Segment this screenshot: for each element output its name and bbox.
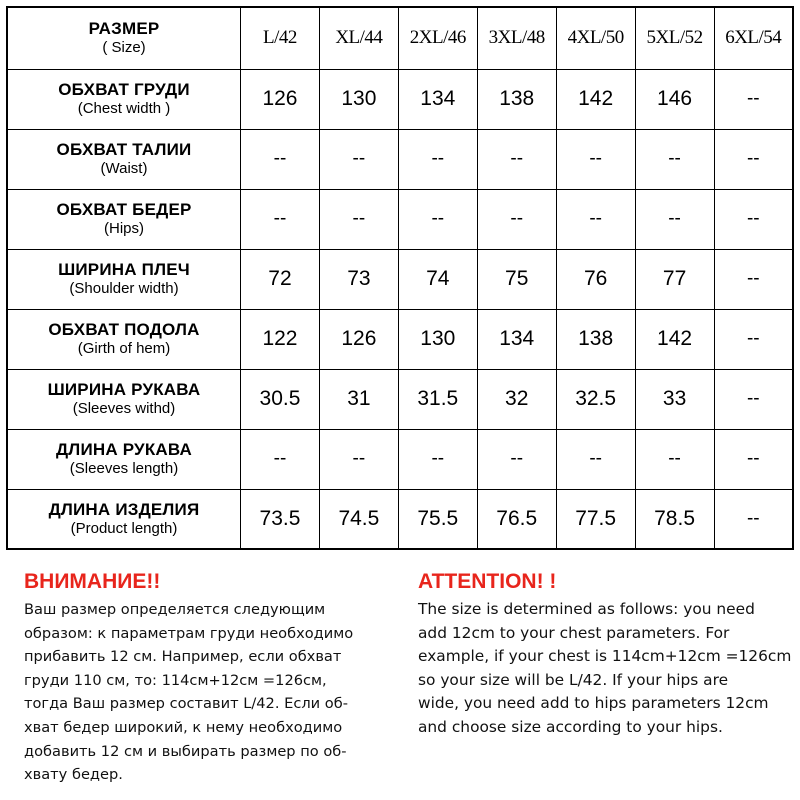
measurement-value-cell: 138 (556, 309, 635, 369)
measurement-value-cell: 146 (635, 69, 714, 129)
measurement-value-cell: -- (241, 189, 320, 249)
table-row (7, 309, 793, 369)
measurement-value-cell: -- (714, 309, 793, 369)
measurement-value-cell: 72 (241, 249, 320, 309)
table-row (7, 249, 793, 309)
measurement-label-ru: ОБХВАТ БЕДЕР (56, 200, 192, 219)
measurement-label-ru: ШИРИНА ПЛЕЧ (58, 260, 190, 279)
measurement-value-cell: -- (398, 189, 477, 249)
measurement-label-en: (Waist) (100, 160, 148, 177)
measurement-value-cell: 126 (241, 69, 320, 129)
measurement-label-en: (Chest width ) (77, 100, 171, 117)
measurement-value-cell: -- (477, 189, 556, 249)
attention-title-en: ATTENTION! ! (418, 570, 557, 593)
size-column-header: 6XL/54 (714, 7, 793, 69)
measurement-value-cell: 74 (398, 249, 477, 309)
table-row (7, 369, 793, 429)
measurement-value-cell: 76 (556, 249, 635, 309)
measurement-value-cell: 77 (635, 249, 714, 309)
measurement-label-cell (7, 429, 241, 489)
measurement-label-cell (7, 489, 241, 549)
measurement-value-cell: -- (241, 429, 320, 489)
measurement-value-cell: -- (714, 489, 793, 549)
measurement-value-cell: -- (241, 129, 320, 189)
measurement-value-cell: -- (714, 129, 793, 189)
measurement-value-cell: 130 (319, 69, 398, 129)
size-chart-table (6, 6, 794, 550)
measurement-label-en: (Girth of hem) (77, 340, 171, 357)
measurement-label-en: (Sleeves length) (69, 460, 179, 477)
size-column-header: 2XL/46 (398, 7, 477, 69)
measurement-label-ru: ДЛИНА РУКАВА (56, 440, 192, 459)
measurement-value-cell: 31 (319, 369, 398, 429)
measurement-value-cell: 130 (398, 309, 477, 369)
measurement-value-cell: 30.5 (241, 369, 320, 429)
measurement-value-cell: 73.5 (241, 489, 320, 549)
table-row (7, 429, 793, 489)
attention-title-ru: ВНИМАНИЕ!! (24, 570, 161, 593)
measurement-label-en: (Sleeves withd) (72, 400, 176, 417)
measurement-value-cell: -- (398, 429, 477, 489)
size-column-header: 5XL/52 (635, 7, 714, 69)
measurement-value-cell: -- (556, 429, 635, 489)
measurement-value-cell: -- (714, 429, 793, 489)
measurement-value-cell: -- (714, 369, 793, 429)
measurement-value-cell: -- (556, 129, 635, 189)
size-column-header: 3XL/48 (477, 7, 556, 69)
measurement-value-cell: 73 (319, 249, 398, 309)
measurement-label-cell (7, 189, 241, 249)
measurement-value-cell: 75.5 (398, 489, 477, 549)
table-row (7, 189, 793, 249)
table-row (7, 129, 793, 189)
measurement-label-cell (7, 129, 241, 189)
measurement-label-ru: ОБХВАТ ГРУДИ (58, 80, 190, 99)
attention-text-ru: Ваш размер определяется следующим образом: к параметрам груди необходимо прибавить 12 см. Например, если обхват груди 110 см, то: 114см+12см =126см, тогда Ваш размер составит L/42. Если об- хват бедер широкий, к нему необходимо добавить 12 см и выбирать размер по об- хвату бедер. (24, 601, 354, 784)
measurement-label-cell (7, 369, 241, 429)
measurement-value-cell: -- (398, 129, 477, 189)
measurement-label-cell (7, 69, 241, 129)
attention-note-en (418, 568, 798, 740)
measurement-label-ru: ШИРИНА РУКАВА (47, 380, 201, 399)
attention-note-ru (24, 568, 410, 787)
measurement-value-cell: 32.5 (556, 369, 635, 429)
measurement-value-cell: -- (319, 189, 398, 249)
size-column-header: XL/44 (319, 7, 398, 69)
table-header-row (7, 7, 793, 69)
table-row (7, 489, 793, 549)
measurement-value-cell: -- (714, 69, 793, 129)
measurement-value-cell: 74.5 (319, 489, 398, 549)
size-column-header: L/42 (241, 7, 320, 69)
measurement-value-cell: 76.5 (477, 489, 556, 549)
measurement-label-cell (7, 249, 241, 309)
measurement-label-ru: ОБХВАТ ТАЛИИ (56, 140, 192, 159)
measurement-value-cell: 134 (398, 69, 477, 129)
measurement-label-cell (7, 309, 241, 369)
table-row (7, 69, 793, 129)
measurement-value-cell: -- (319, 129, 398, 189)
size-column-header: 4XL/50 (556, 7, 635, 69)
measurement-value-cell: 142 (635, 309, 714, 369)
measurement-label-en: (Product length) (70, 519, 178, 537)
measurement-value-cell: -- (635, 189, 714, 249)
measurement-value-cell: 31.5 (398, 369, 477, 429)
measurement-value-cell: 77.5 (556, 489, 635, 549)
measurement-value-cell: 75 (477, 249, 556, 309)
measurement-value-cell: -- (556, 189, 635, 249)
measurement-value-cell: 138 (477, 69, 556, 129)
measurement-label-en: (Hips) (104, 220, 144, 237)
size-header-cell (7, 7, 241, 69)
measurement-value-cell: 78.5 (635, 489, 714, 549)
measurement-value-cell: 33 (635, 369, 714, 429)
size-header-en: ( Size) (102, 39, 146, 57)
measurement-value-cell: -- (714, 189, 793, 249)
measurement-value-cell: -- (319, 429, 398, 489)
measurement-value-cell: 142 (556, 69, 635, 129)
measurement-label-ru: ДЛИНА ИЗДЕЛИЯ (48, 499, 200, 519)
measurement-value-cell: -- (635, 129, 714, 189)
size-header-ru: РАЗМЕР (88, 19, 160, 39)
measurement-label-ru: ОБХВАТ ПОДОЛА (48, 320, 200, 339)
measurement-value-cell: 134 (477, 309, 556, 369)
measurement-value-cell: -- (477, 129, 556, 189)
measurement-value-cell: 32 (477, 369, 556, 429)
measurement-value-cell: -- (635, 429, 714, 489)
measurement-value-cell: -- (477, 429, 556, 489)
measurement-label-en: (Shoulder width) (69, 280, 179, 297)
attention-text-en: The size is determined as follows: you need add 12cm to your chest parameters. For example, if your chest is 114cm+12cm =126cm so your size will be L/42. If your hips are wide, you need add to hips parameters 12cm and choose size according to your hips. (418, 600, 792, 736)
measurement-value-cell: -- (714, 249, 793, 309)
measurement-value-cell: 126 (319, 309, 398, 369)
measurement-value-cell: 122 (241, 309, 320, 369)
